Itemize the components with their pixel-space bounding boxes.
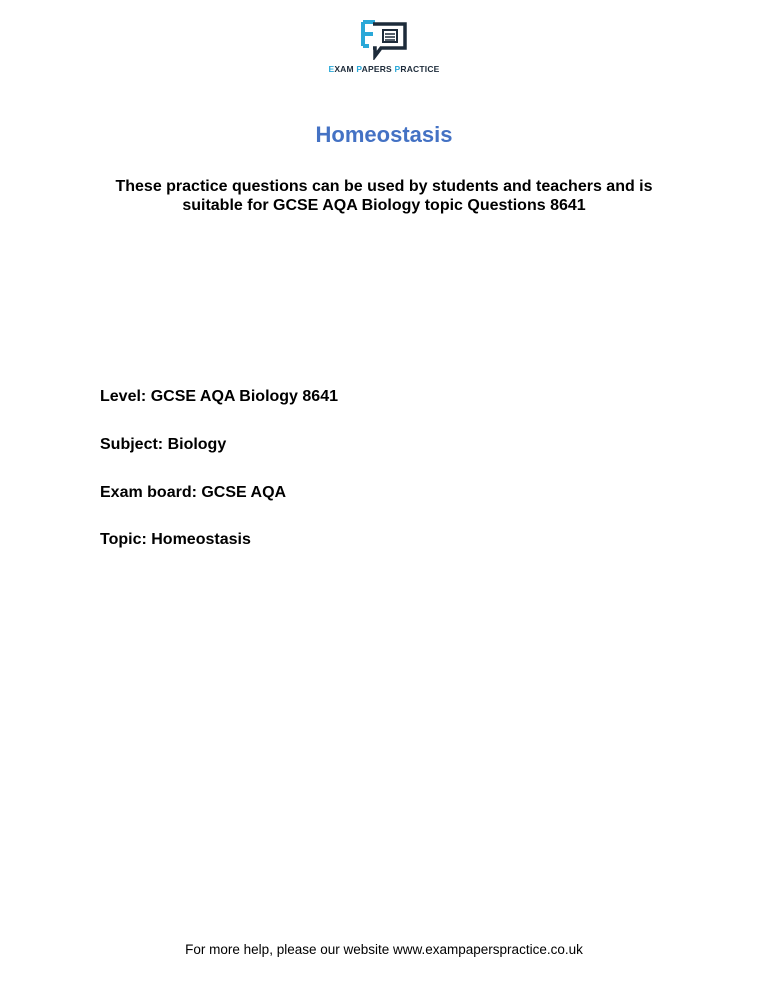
exam-papers-practice-logo-icon: [359, 20, 409, 60]
logo: [0, 20, 768, 74]
logo-text-part: P: [356, 64, 362, 74]
meta-subject: Subject: Biology: [100, 436, 227, 453]
subtitle-line-2: suitable for GCSE AQA Biology topic Questions 8641: [182, 197, 586, 214]
meta-topic: Topic: Homeostasis: [100, 531, 251, 548]
logo-text-part: P: [394, 64, 401, 74]
logo-text: [0, 64, 768, 74]
document-title: Homeostasis: [315, 122, 453, 147]
subtitle-line-1: These practice questions can be used by students and teachers and is: [115, 178, 653, 195]
logo-text-part: APERS: [361, 64, 395, 74]
document-subtitle: [0, 177, 768, 215]
logo-text-part: RACTICE: [400, 64, 440, 74]
logo-text-part: XAM: [334, 64, 357, 74]
meta-exam-board: Exam board: GCSE AQA: [100, 484, 287, 501]
meta-level: Level: GCSE AQA Biology 8641: [100, 388, 338, 405]
logo-text-part: E: [328, 64, 335, 74]
footer-text: For more help, please our website www.exampaperspractice.co.uk: [185, 942, 583, 957]
